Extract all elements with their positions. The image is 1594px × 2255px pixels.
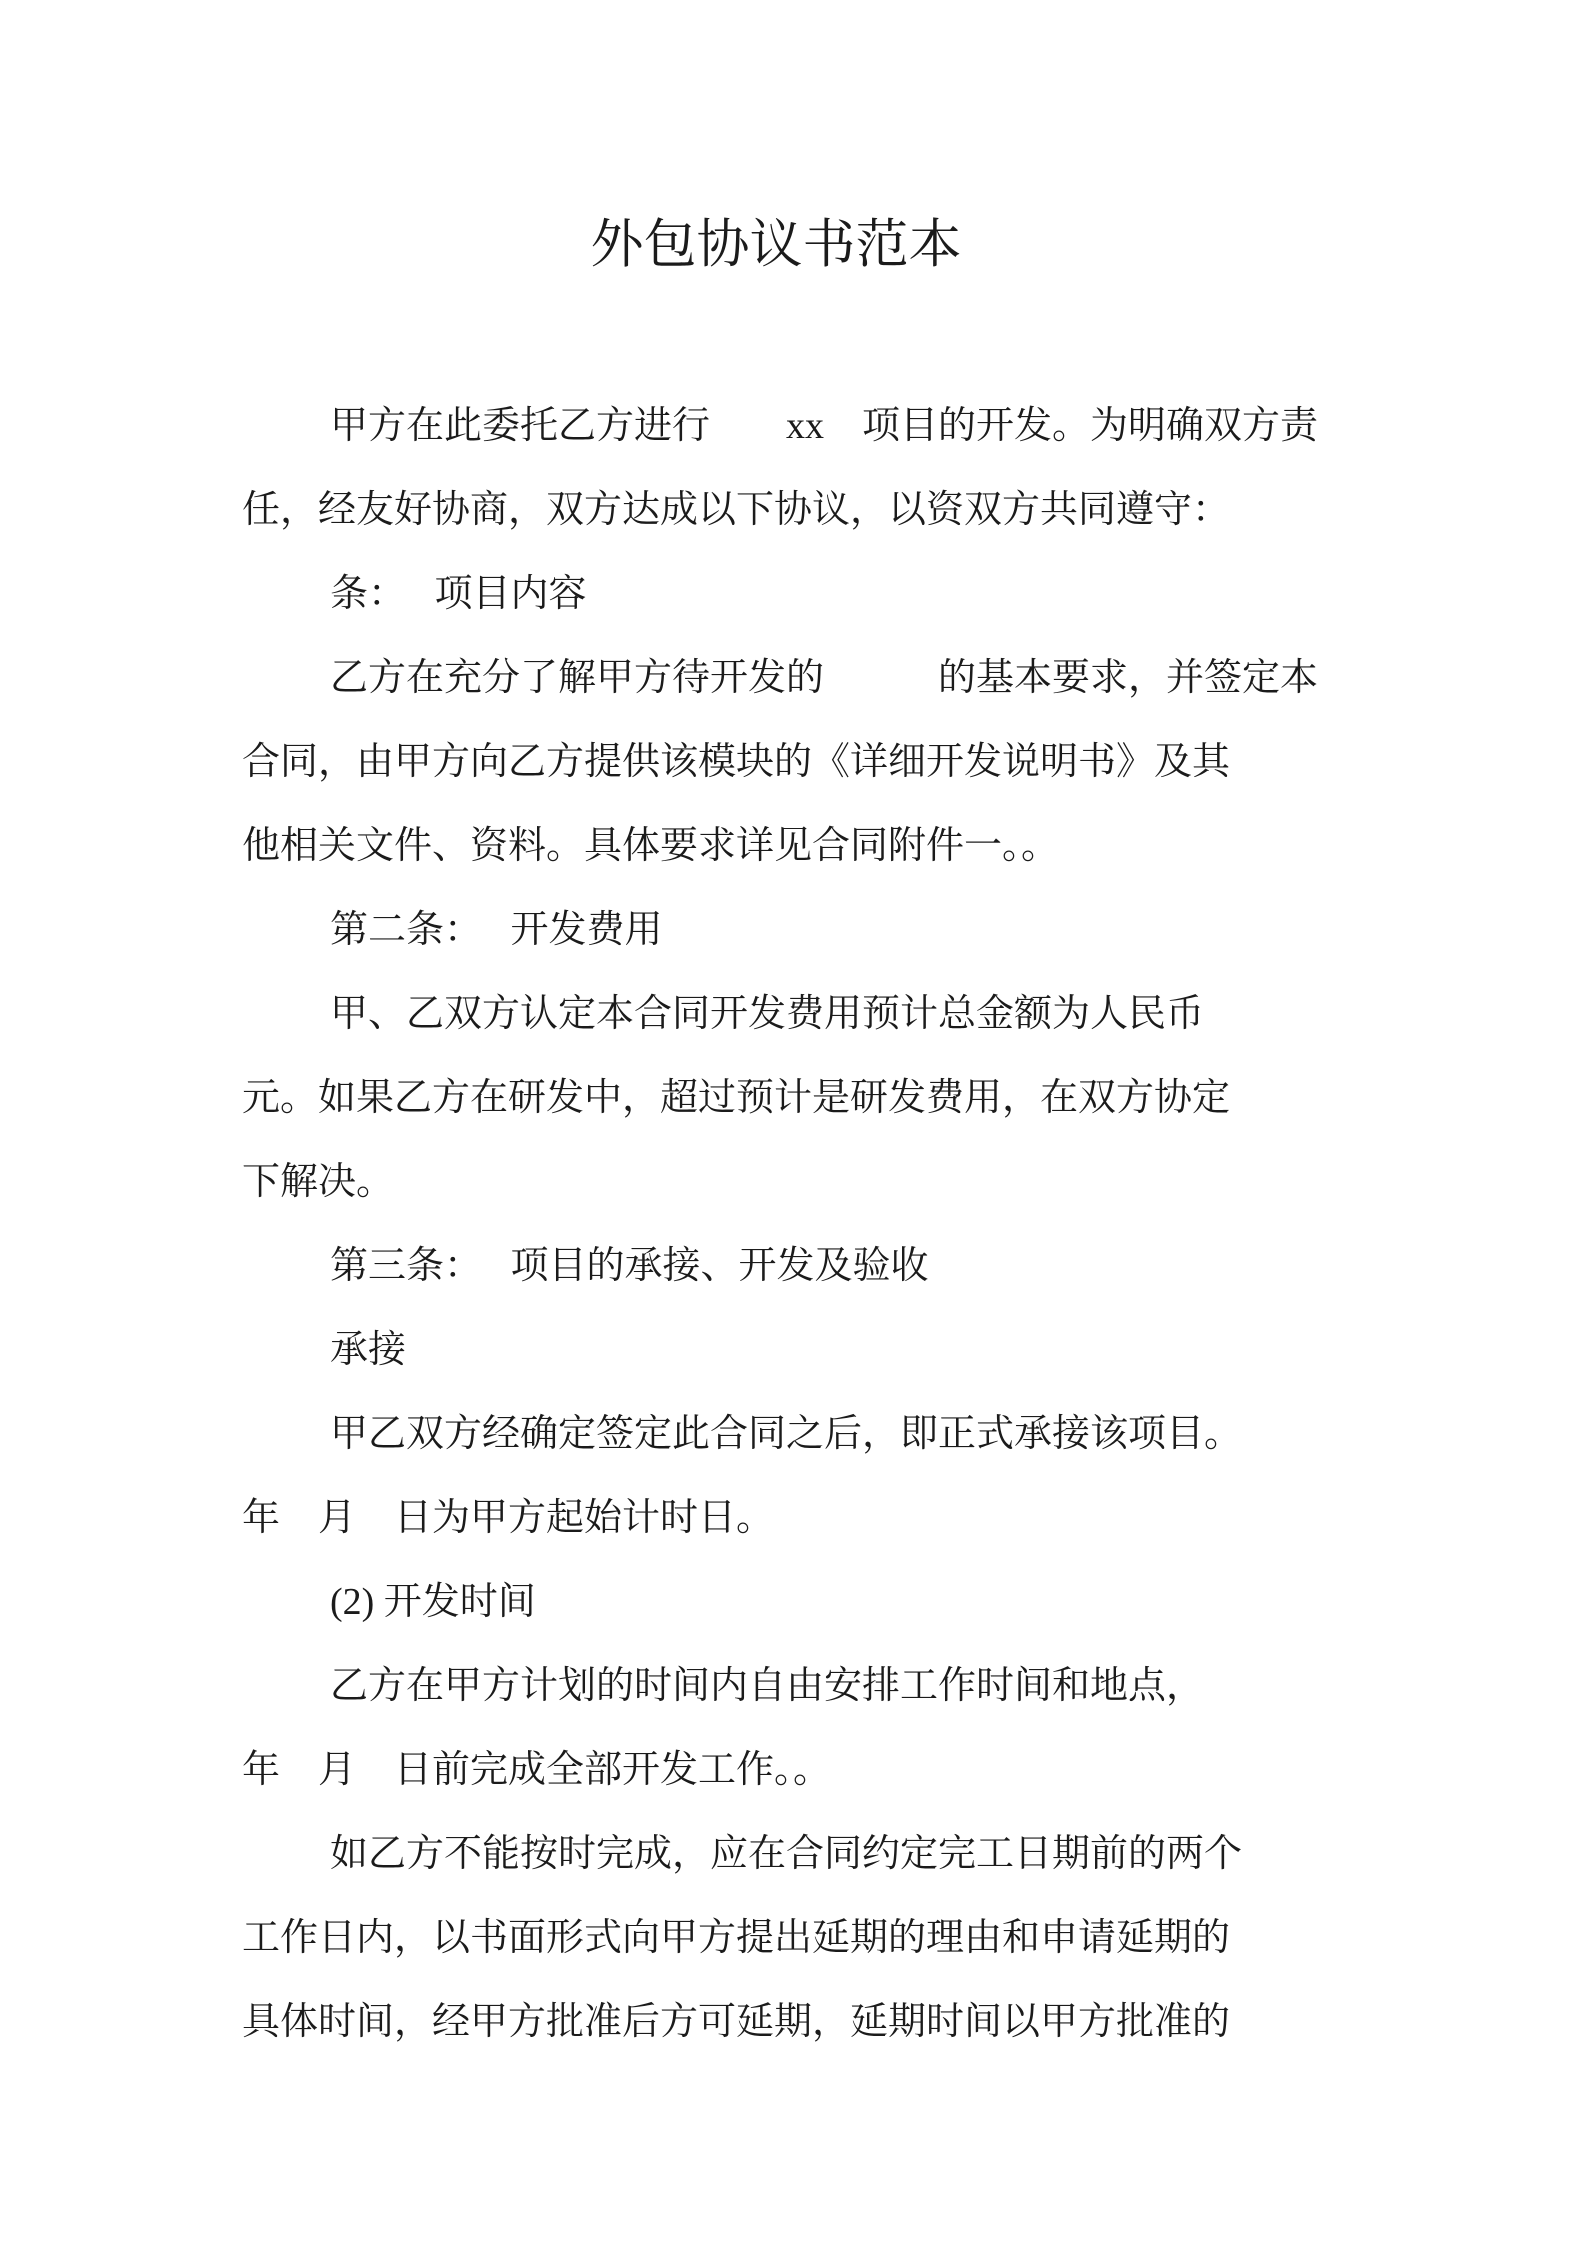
document-title: 外包协议书范本 xyxy=(590,216,962,274)
document-line: 甲、乙双方认定本合同开发费用预计总金额为人民币 xyxy=(330,993,1205,1035)
document-line: 甲方在此委托乙方进行 xx 项目的开发。为明确双方责 xyxy=(330,405,1319,447)
document-line: 甲乙双方经确定签定此合同之后，即正式承接该项目。 xyxy=(330,1413,1243,1455)
document-line: 年 月 日为甲方起始计时日。 xyxy=(242,1497,775,1539)
document-line: 任，经友好协商，双方达成以下协议，以资双方共同遵守： xyxy=(242,489,1231,531)
document-line: 年 月 日前完成全部开发工作。。 xyxy=(242,1749,832,1791)
document-line: (2) 开发时间 xyxy=(330,1581,536,1623)
document-line: 具体时间，经甲方批准后方可延期，延期时间以甲方批准的 xyxy=(242,2001,1231,2043)
document-body xyxy=(242,384,1319,2064)
document-line: 下解决。 xyxy=(242,1161,395,1203)
document-line: 承接 xyxy=(330,1329,407,1371)
document-line: 合同，由甲方向乙方提供该模块的《详细开发说明书》及其 xyxy=(242,741,1231,783)
document-line: 第二条： 开发费用 xyxy=(330,909,663,951)
document-line: 工作日内，以书面形式向甲方提出延期的理由和申请延期的 xyxy=(242,1917,1231,1959)
document-content xyxy=(242,0,1319,2064)
document-line: 元。如果乙方在研发中，超过预计是研发费用，在双方协定 xyxy=(242,1077,1231,1119)
document-line: 他相关文件、资料。具体要求详见合同附件一。。 xyxy=(242,825,1060,867)
document-line: 如乙方不能按时完成，应在合同约定完工日期前的两个 xyxy=(330,1833,1243,1875)
document-line: 第三条： 项目的承接、开发及验收 xyxy=(330,1245,929,1287)
document-line: 条： 项目内容 xyxy=(330,573,587,615)
document-line: 乙方在充分了解甲方待开发的 的基本要求，并签定本 xyxy=(330,657,1319,699)
document-line: 乙方在甲方计划的时间内自由安排工作时间和地点， xyxy=(330,1665,1205,1707)
